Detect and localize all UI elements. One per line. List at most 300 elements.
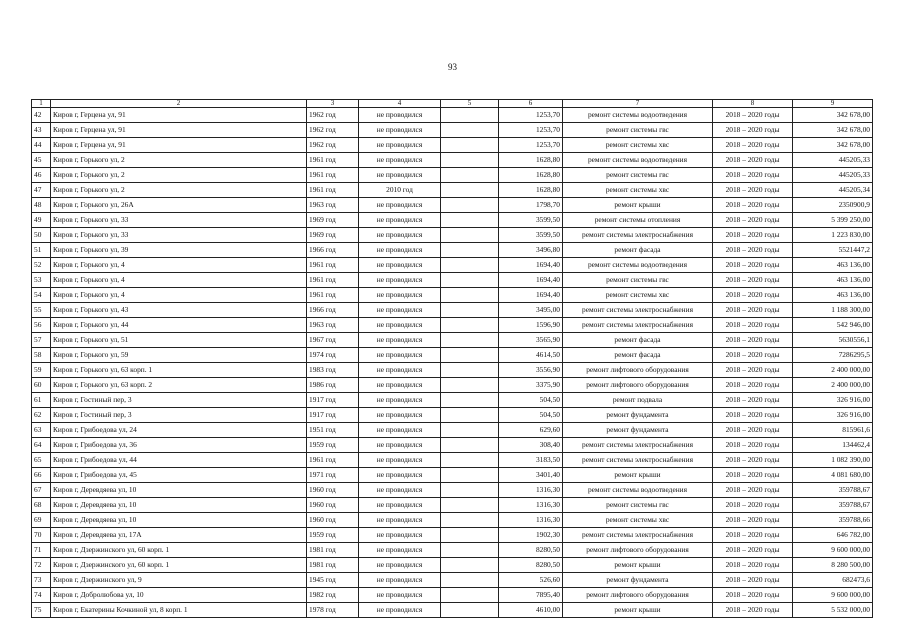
period-cell: 2018 – 2020 годы [713,423,793,438]
period-cell: 2018 – 2020 годы [713,483,793,498]
row-number-cell: 69 [32,513,51,528]
area-cell: 4614,50 [499,348,563,363]
empty-cell [441,558,499,573]
address-cell: Киров г, Деревдяева ул, 10 [51,513,307,528]
column-header: 2 [51,100,307,108]
column-header: 5 [441,100,499,108]
row-number-cell: 65 [32,453,51,468]
build-year-cell: 1917 год [307,408,359,423]
row-number-cell: 51 [32,243,51,258]
row-number-cell: 50 [32,228,51,243]
row-number-cell: 52 [32,258,51,273]
address-cell: Киров г, Горького ул, 59 [51,348,307,363]
work-type-cell: ремонт фундамента [563,423,713,438]
row-number-cell: 68 [32,498,51,513]
work-type-cell: ремонт системы водоотведения [563,108,713,123]
empty-cell [441,258,499,273]
empty-cell [441,273,499,288]
table-body [32,108,873,618]
period-cell: 2018 – 2020 годы [713,213,793,228]
table-row [32,303,873,318]
empty-cell [441,588,499,603]
build-year-cell: 1961 год [307,183,359,198]
work-type-cell: ремонт системы электроснабжения [563,228,713,243]
address-cell: Киров г, Дзержинского ул, 60 корп. 1 [51,543,307,558]
cost-cell: 463 136,00 [793,258,873,273]
cost-cell: 326 916,00 [793,408,873,423]
period-cell: 2018 – 2020 годы [713,453,793,468]
cost-cell: 1 223 830,00 [793,228,873,243]
empty-cell [441,138,499,153]
last-repair-cell: не проводился [359,258,441,273]
area-cell: 504,50 [499,393,563,408]
area-cell: 1628,80 [499,153,563,168]
area-cell: 3401,40 [499,468,563,483]
work-type-cell: ремонт системы электроснабжения [563,528,713,543]
area-cell: 3599,50 [499,228,563,243]
work-type-cell: ремонт системы хвс [563,183,713,198]
last-repair-cell: не проводился [359,483,441,498]
table-row [32,378,873,393]
period-cell: 2018 – 2020 годы [713,498,793,513]
table-row [32,573,873,588]
work-type-cell: ремонт фасада [563,243,713,258]
last-repair-cell: не проводился [359,228,441,243]
empty-cell [441,528,499,543]
area-cell: 1902,30 [499,528,563,543]
address-cell: Киров г, Горького ул, 4 [51,258,307,273]
period-cell: 2018 – 2020 годы [713,438,793,453]
address-cell: Киров г, Деревдяева ул, 10 [51,483,307,498]
work-type-cell: ремонт системы гвс [563,498,713,513]
build-year-cell: 1961 год [307,288,359,303]
address-cell: Киров г, Горького ул, 63 корп. 1 [51,363,307,378]
last-repair-cell: не проводился [359,378,441,393]
address-cell: Киров г, Горького ул, 2 [51,168,307,183]
work-type-cell: ремонт системы водоотведения [563,483,713,498]
table-row [32,138,873,153]
work-type-cell: ремонт лифтового оборудования [563,363,713,378]
column-header: 4 [359,100,441,108]
address-cell: Киров г, Деревдяева ул, 10 [51,498,307,513]
last-repair-cell: не проводился [359,213,441,228]
cost-cell: 2 400 000,00 [793,363,873,378]
period-cell: 2018 – 2020 годы [713,318,793,333]
row-number-cell: 67 [32,483,51,498]
table-row [32,183,873,198]
cost-cell: 8 280 500,00 [793,558,873,573]
cost-cell: 815961,6 [793,423,873,438]
empty-cell [441,198,499,213]
column-number-row [32,100,873,108]
area-cell: 526,60 [499,573,563,588]
build-year-cell: 1981 год [307,543,359,558]
work-type-cell: ремонт фасада [563,333,713,348]
build-year-cell: 1960 год [307,483,359,498]
address-cell: Киров г, Герцена ул, 91 [51,123,307,138]
build-year-cell: 1966 год [307,303,359,318]
empty-cell [441,408,499,423]
last-repair-cell: не проводился [359,123,441,138]
last-repair-cell: 2010 год [359,183,441,198]
area-cell: 1798,70 [499,198,563,213]
period-cell: 2018 – 2020 годы [713,123,793,138]
build-year-cell: 1963 год [307,198,359,213]
last-repair-cell: не проводился [359,348,441,363]
address-cell: Киров г, Горького ул, 4 [51,273,307,288]
work-type-cell: ремонт системы гвс [563,273,713,288]
last-repair-cell: не проводился [359,393,441,408]
area-cell: 1316,30 [499,498,563,513]
address-cell: Киров г, Горького ул, 51 [51,333,307,348]
area-cell: 1253,70 [499,123,563,138]
empty-cell [441,183,499,198]
work-type-cell: ремонт системы водоотведения [563,153,713,168]
build-year-cell: 1969 год [307,228,359,243]
table-row [32,198,873,213]
area-cell: 3496,80 [499,243,563,258]
work-type-cell: ремонт системы хвс [563,513,713,528]
cost-cell: 359788,66 [793,513,873,528]
work-type-cell: ремонт системы гвс [563,168,713,183]
table-row [32,108,873,123]
build-year-cell: 1981 год [307,558,359,573]
cost-cell: 682473,6 [793,573,873,588]
column-header: 1 [32,100,51,108]
row-number-cell: 55 [32,303,51,318]
empty-cell [441,228,499,243]
area-cell: 1596,90 [499,318,563,333]
table-row [32,123,873,138]
build-year-cell: 1978 год [307,603,359,618]
build-year-cell: 1962 год [307,138,359,153]
table-row [32,258,873,273]
address-cell: Киров г, Грибоедова ул, 44 [51,453,307,468]
table-row [32,468,873,483]
area-cell: 629,60 [499,423,563,438]
area-cell: 1628,80 [499,168,563,183]
cost-cell: 2 400 000,00 [793,378,873,393]
address-cell: Киров г, Горького ул, 4 [51,288,307,303]
address-cell: Киров г, Грибоедова ул, 45 [51,468,307,483]
cost-cell: 5630556,1 [793,333,873,348]
row-number-cell: 66 [32,468,51,483]
row-number-cell: 62 [32,408,51,423]
row-number-cell: 43 [32,123,51,138]
build-year-cell: 1961 год [307,258,359,273]
empty-cell [441,123,499,138]
empty-cell [441,573,499,588]
build-year-cell: 1962 год [307,108,359,123]
empty-cell [441,498,499,513]
address-cell: Киров г, Гостиный пер, 3 [51,408,307,423]
last-repair-cell: не проводился [359,513,441,528]
cost-cell: 445205,33 [793,153,873,168]
last-repair-cell: не проводился [359,198,441,213]
empty-cell [441,363,499,378]
row-number-cell: 53 [32,273,51,288]
period-cell: 2018 – 2020 годы [713,333,793,348]
table-row [32,528,873,543]
last-repair-cell: не проводился [359,588,441,603]
build-year-cell: 1961 год [307,453,359,468]
row-number-cell: 70 [32,528,51,543]
work-type-cell: ремонт фундамента [563,573,713,588]
address-cell: Киров г, Екатерины Кочкиной ул, 8 корп. 1 [51,603,307,618]
period-cell: 2018 – 2020 годы [713,198,793,213]
work-type-cell: ремонт системы хвс [563,138,713,153]
empty-cell [441,483,499,498]
last-repair-cell: не проводился [359,408,441,423]
row-number-cell: 71 [32,543,51,558]
table-row [32,213,873,228]
row-number-cell: 75 [32,603,51,618]
cost-cell: 445205,34 [793,183,873,198]
row-number-cell: 49 [32,213,51,228]
cost-cell: 7286295,5 [793,348,873,363]
cost-cell: 9 600 000,00 [793,588,873,603]
row-number-cell: 58 [32,348,51,363]
empty-cell [441,288,499,303]
column-header: 8 [713,100,793,108]
row-number-cell: 44 [32,138,51,153]
row-number-cell: 54 [32,288,51,303]
table-row [32,483,873,498]
cost-cell: 1 082 390,00 [793,453,873,468]
empty-cell [441,543,499,558]
period-cell: 2018 – 2020 годы [713,513,793,528]
row-number-cell: 46 [32,168,51,183]
address-cell: Киров г, Деревдяева ул, 17А [51,528,307,543]
work-type-cell: ремонт системы хвс [563,288,713,303]
work-type-cell: ремонт крыши [563,603,713,618]
area-cell: 1253,70 [499,138,563,153]
period-cell: 2018 – 2020 годы [713,573,793,588]
area-cell: 1694,40 [499,258,563,273]
column-header: 6 [499,100,563,108]
work-type-cell: ремонт крыши [563,558,713,573]
build-year-cell: 1974 год [307,348,359,363]
row-number-cell: 57 [32,333,51,348]
cost-cell: 342 678,00 [793,108,873,123]
empty-cell [441,438,499,453]
work-type-cell: ремонт системы электроснабжения [563,453,713,468]
build-year-cell: 1983 год [307,363,359,378]
build-year-cell: 1986 год [307,378,359,393]
empty-cell [441,303,499,318]
address-cell: Киров г, Дзержинского ул, 9 [51,573,307,588]
row-number-cell: 42 [32,108,51,123]
empty-cell [441,318,499,333]
build-year-cell: 1967 год [307,333,359,348]
address-cell: Киров г, Горького ул, 2 [51,153,307,168]
cost-cell: 542 946,00 [793,318,873,333]
period-cell: 2018 – 2020 годы [713,558,793,573]
area-cell: 8280,50 [499,543,563,558]
table-row [32,393,873,408]
address-cell: Киров г, Горького ул, 2 [51,183,307,198]
empty-cell [441,423,499,438]
cost-cell: 9 600 000,00 [793,543,873,558]
area-cell: 3599,50 [499,213,563,228]
period-cell: 2018 – 2020 годы [713,273,793,288]
build-year-cell: 1971 год [307,468,359,483]
period-cell: 2018 – 2020 годы [713,408,793,423]
table-row [32,498,873,513]
empty-cell [441,348,499,363]
column-header: 7 [563,100,713,108]
area-cell: 504,50 [499,408,563,423]
last-repair-cell: не проводился [359,303,441,318]
work-type-cell: ремонт системы электроснабжения [563,438,713,453]
row-number-cell: 61 [32,393,51,408]
work-type-cell: ремонт системы гвс [563,123,713,138]
work-type-cell: ремонт системы отопления [563,213,713,228]
address-cell: Киров г, Грибоедова ул, 36 [51,438,307,453]
work-type-cell: ремонт системы электроснабжения [563,318,713,333]
period-cell: 2018 – 2020 годы [713,468,793,483]
cost-cell: 342 678,00 [793,138,873,153]
period-cell: 2018 – 2020 годы [713,183,793,198]
period-cell: 2018 – 2020 годы [713,228,793,243]
period-cell: 2018 – 2020 годы [713,363,793,378]
period-cell: 2018 – 2020 годы [713,138,793,153]
build-year-cell: 1960 год [307,513,359,528]
table-row [32,408,873,423]
build-year-cell: 1961 год [307,273,359,288]
empty-cell [441,513,499,528]
last-repair-cell: не проводился [359,168,441,183]
cost-cell: 1 188 300,00 [793,303,873,318]
table-row [32,588,873,603]
cost-cell: 134462,4 [793,438,873,453]
row-number-cell: 47 [32,183,51,198]
period-cell: 2018 – 2020 годы [713,153,793,168]
last-repair-cell: не проводился [359,288,441,303]
last-repair-cell: не проводился [359,333,441,348]
period-cell: 2018 – 2020 годы [713,303,793,318]
build-year-cell: 1982 год [307,588,359,603]
build-year-cell: 1962 год [307,123,359,138]
address-cell: Киров г, Герцена ул, 91 [51,138,307,153]
address-cell: Киров г, Горького ул, 63 корп. 2 [51,378,307,393]
build-year-cell: 1961 год [307,153,359,168]
last-repair-cell: не проводился [359,528,441,543]
build-year-cell: 1959 год [307,438,359,453]
area-cell: 3556,90 [499,363,563,378]
period-cell: 2018 – 2020 годы [713,528,793,543]
area-cell: 1316,30 [499,513,563,528]
row-number-cell: 60 [32,378,51,393]
last-repair-cell: не проводился [359,438,441,453]
empty-cell [441,213,499,228]
period-cell: 2018 – 2020 годы [713,393,793,408]
area-cell: 7895,40 [499,588,563,603]
empty-cell [441,168,499,183]
table-row [32,333,873,348]
address-cell: Киров г, Добролюбова ул, 10 [51,588,307,603]
last-repair-cell: не проводился [359,603,441,618]
area-cell: 1628,80 [499,183,563,198]
page-number: 93 [448,62,457,72]
cost-cell: 5521447,2 [793,243,873,258]
table-row [32,153,873,168]
table-row [32,423,873,438]
column-header: 3 [307,100,359,108]
area-cell: 3495,00 [499,303,563,318]
row-number-cell: 64 [32,438,51,453]
work-type-cell: ремонт крыши [563,198,713,213]
table-row [32,168,873,183]
address-cell: Киров г, Горького ул, 43 [51,303,307,318]
work-type-cell: ремонт фасада [563,348,713,363]
table-row [32,228,873,243]
table-row [32,288,873,303]
address-cell: Киров г, Дзержинского ул, 60 корп. 1 [51,558,307,573]
empty-cell [441,468,499,483]
address-cell: Киров г, Грибоедова ул, 24 [51,423,307,438]
table-row [32,318,873,333]
area-cell: 4610,00 [499,603,563,618]
area-cell: 3375,90 [499,378,563,393]
empty-cell [441,453,499,468]
address-cell: Киров г, Гостиный пер, 3 [51,393,307,408]
table-row [32,363,873,378]
area-cell: 1694,40 [499,288,563,303]
table-row [32,438,873,453]
last-repair-cell: не проводился [359,153,441,168]
area-cell: 1253,70 [499,108,563,123]
period-cell: 2018 – 2020 годы [713,588,793,603]
last-repair-cell: не проводился [359,498,441,513]
cost-cell: 463 136,00 [793,273,873,288]
row-number-cell: 63 [32,423,51,438]
repair-registry-table [31,99,873,618]
period-cell: 2018 – 2020 годы [713,243,793,258]
work-type-cell: ремонт лифтового оборудования [563,378,713,393]
last-repair-cell: не проводился [359,453,441,468]
cost-cell: 5 399 250,00 [793,213,873,228]
empty-cell [441,603,499,618]
build-year-cell: 1966 год [307,243,359,258]
work-type-cell: ремонт системы электроснабжения [563,303,713,318]
address-cell: Киров г, Горького ул, 39 [51,243,307,258]
table-row [32,273,873,288]
work-type-cell: ремонт лифтового оборудования [563,543,713,558]
cost-cell: 646 782,00 [793,528,873,543]
last-repair-cell: не проводился [359,243,441,258]
period-cell: 2018 – 2020 годы [713,168,793,183]
table-row [32,348,873,363]
empty-cell [441,393,499,408]
address-cell: Киров г, Горького ул, 44 [51,318,307,333]
cost-cell: 4 081 680,00 [793,468,873,483]
cost-cell: 359788,67 [793,498,873,513]
work-type-cell: ремонт крыши [563,468,713,483]
address-cell: Киров г, Горького ул, 33 [51,228,307,243]
row-number-cell: 48 [32,198,51,213]
empty-cell [441,378,499,393]
build-year-cell: 1969 год [307,213,359,228]
cost-cell: 5 532 000,00 [793,603,873,618]
empty-cell [441,333,499,348]
row-number-cell: 74 [32,588,51,603]
column-header: 9 [793,100,873,108]
cost-cell: 463 136,00 [793,288,873,303]
row-number-cell: 73 [32,573,51,588]
table-row [32,513,873,528]
build-year-cell: 1960 год [307,498,359,513]
